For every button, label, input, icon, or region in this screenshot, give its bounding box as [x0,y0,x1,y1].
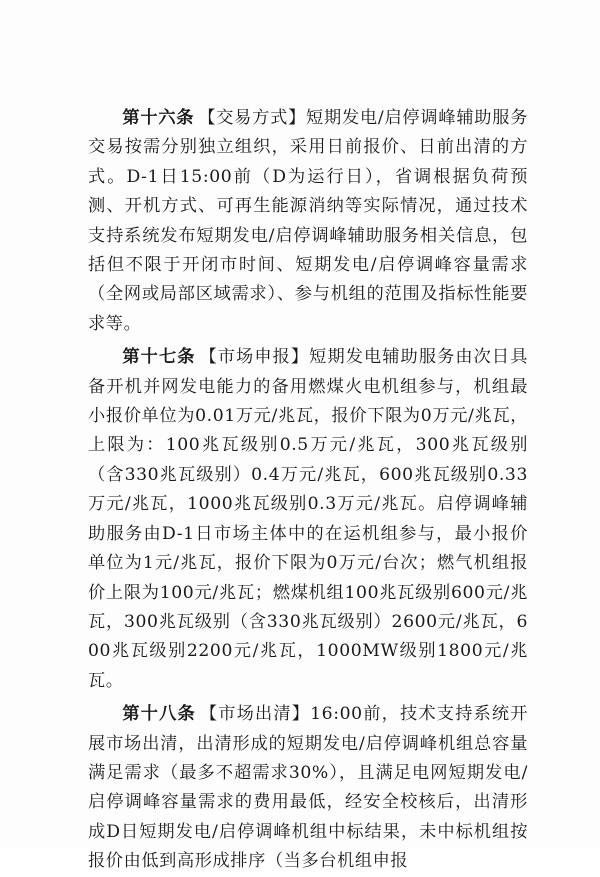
article-number: 第十八条 [122,704,196,725]
article-number: 第十七条 [122,347,196,368]
article-number: 第十六条 [122,108,195,128]
article-keyword: 【市场出清】 [199,704,311,725]
article-17-paragraph [88,343,528,696]
article-text: 16:00前，技术支持系统开展市场出清，出清形成的短期发电/启停调峰机组总容量满足需求（最多不超需求30%），且满足电网短期发电/启停调峰容量需求的费用最低，经安全校核后，出清形成D日短期发电/启停调峰机组中标结果，未中标机组按报价由低到高形成排序（当多台机组申报 [88,704,528,872]
article-keyword: 【市场申报】 [199,347,310,368]
article-text: 短期发电/启停调峰辅助服务交易按需分别独立组织，采用日前报价、日前出清的方式。D-1日15:00前（D为运行日），省调根据负荷预测、开机方式、可再生能源消纳等实际情况，通过技术支持系统发布短期发电/启停调峰辅助服务相关信息，包括但不限于开闭市时间、短期发电/启停调峰容量需求（全网或局部区域需求）、参与机组的范围及指标性能要求等。 [88,108,529,334]
article-16-paragraph [88,104,528,339]
article-keyword: 【交易方式】 [198,108,307,128]
document-body [88,104,528,877]
article-18-paragraph [88,700,528,876]
article-text: 短期发电辅助服务由次日具备开机并网发电能力的备用燃煤火电机组参与，机组最小报价单位为0.01万元/兆瓦，报价下限为0万元/兆瓦，上限为：100兆瓦级别0.5万元/兆瓦，300兆瓦级别（含330兆瓦级别）0.4万元/兆瓦，600兆瓦级别0.33万元/兆瓦，1000兆瓦级别0.3万元/兆瓦。启停调峰辅助服务由D-1日市场主体中的在运机组参与，最小报价单位为1元/兆瓦，报价下限为0万元/台次；燃气机组报价上限为100元/兆瓦；燃煤机组100兆瓦级别600元/兆瓦，300兆瓦级别（含330兆瓦级别）2600元/兆瓦，600兆瓦级别2200元/兆瓦，1000MW级别1800元/兆瓦。 [88,347,529,691]
